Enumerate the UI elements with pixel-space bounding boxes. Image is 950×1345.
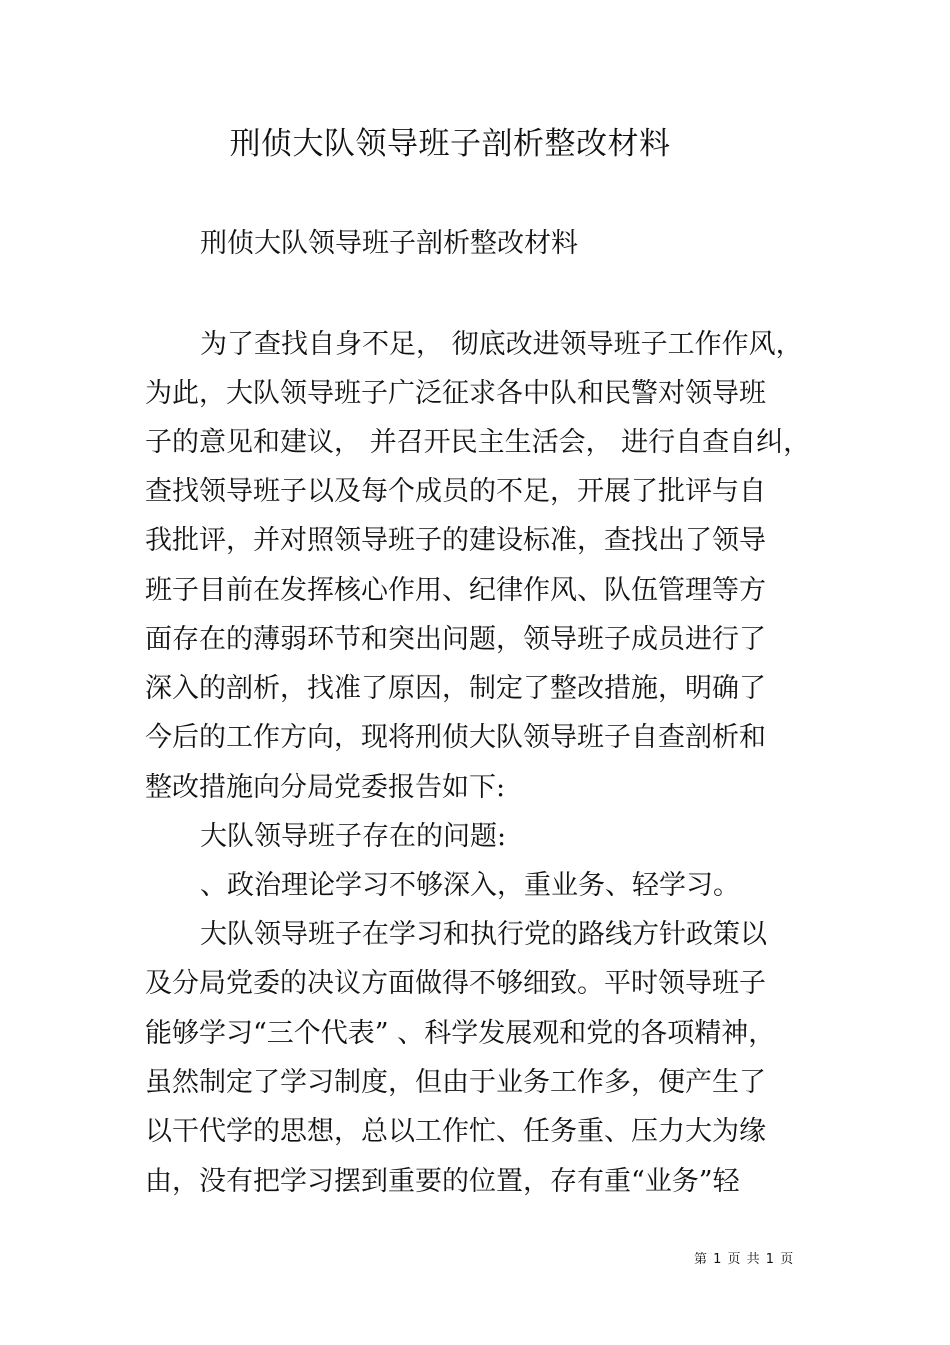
- page-title: 刑侦大队领导班子剖析整改材料: [229, 126, 671, 162]
- paragraph-line: 我批评，并对照领导班子的建设标准，查找出了领导: [145, 525, 766, 556]
- paragraph-line: 由，没有把学习摆到重要的位置，存有重“业务”轻: [145, 1166, 740, 1197]
- paragraph-line: 深入的剖析，找准了原因，制定了整改措施，明确了: [145, 673, 766, 704]
- document-subtitle: 刑侦大队领导班子剖析整改材料: [200, 228, 578, 259]
- paragraph-line: 虽然制定了学习制度，但由于业务工作多，便产生了: [145, 1067, 766, 1098]
- paragraph-line: 能够学习“三个代表” 、科学发展观和党的各项精神，: [145, 1018, 776, 1049]
- paragraph-line: 大队领导班子在学习和执行党的路线方针政策以: [200, 919, 767, 950]
- paragraph-line: 为了查找自身不足， 彻底改进领导班子工作作风，: [200, 329, 803, 360]
- paragraph-line: 整改措施向分局党委报告如下:: [145, 772, 506, 803]
- section-subheading: 、政治理论学习不够深入，重业务、轻学习。: [200, 870, 740, 901]
- paragraph-line: 今后的工作方向，现将刑侦大队领导班子自查剖析和: [145, 722, 766, 753]
- paragraph-line: 面存在的薄弱环节和突出问题，领导班子成员进行了: [145, 624, 766, 655]
- section-heading: 大队领导班子存在的问题:: [200, 821, 507, 852]
- paragraph-line: 为此，大队领导班子广泛征求各中队和民警对领导班: [145, 378, 766, 409]
- paragraph-line: 子的意见和建议， 并召开民主生活会， 进行自查自纠，: [145, 427, 811, 458]
- paragraph-line: 及分局党委的决议方面做得不够细致。平时领导班子: [145, 968, 766, 999]
- paragraph-line: 班子目前在发挥核心作用、纪律作风、队伍管理等方: [145, 575, 766, 606]
- paragraph-line: 以干代学的思想，总以工作忙、任务重、压力大为缘: [145, 1116, 766, 1147]
- page-number: 第 1 页 共 1 页: [694, 1252, 795, 1267]
- paragraph-line: 查找领导班子以及每个成员的不足，开展了批评与自: [145, 476, 766, 507]
